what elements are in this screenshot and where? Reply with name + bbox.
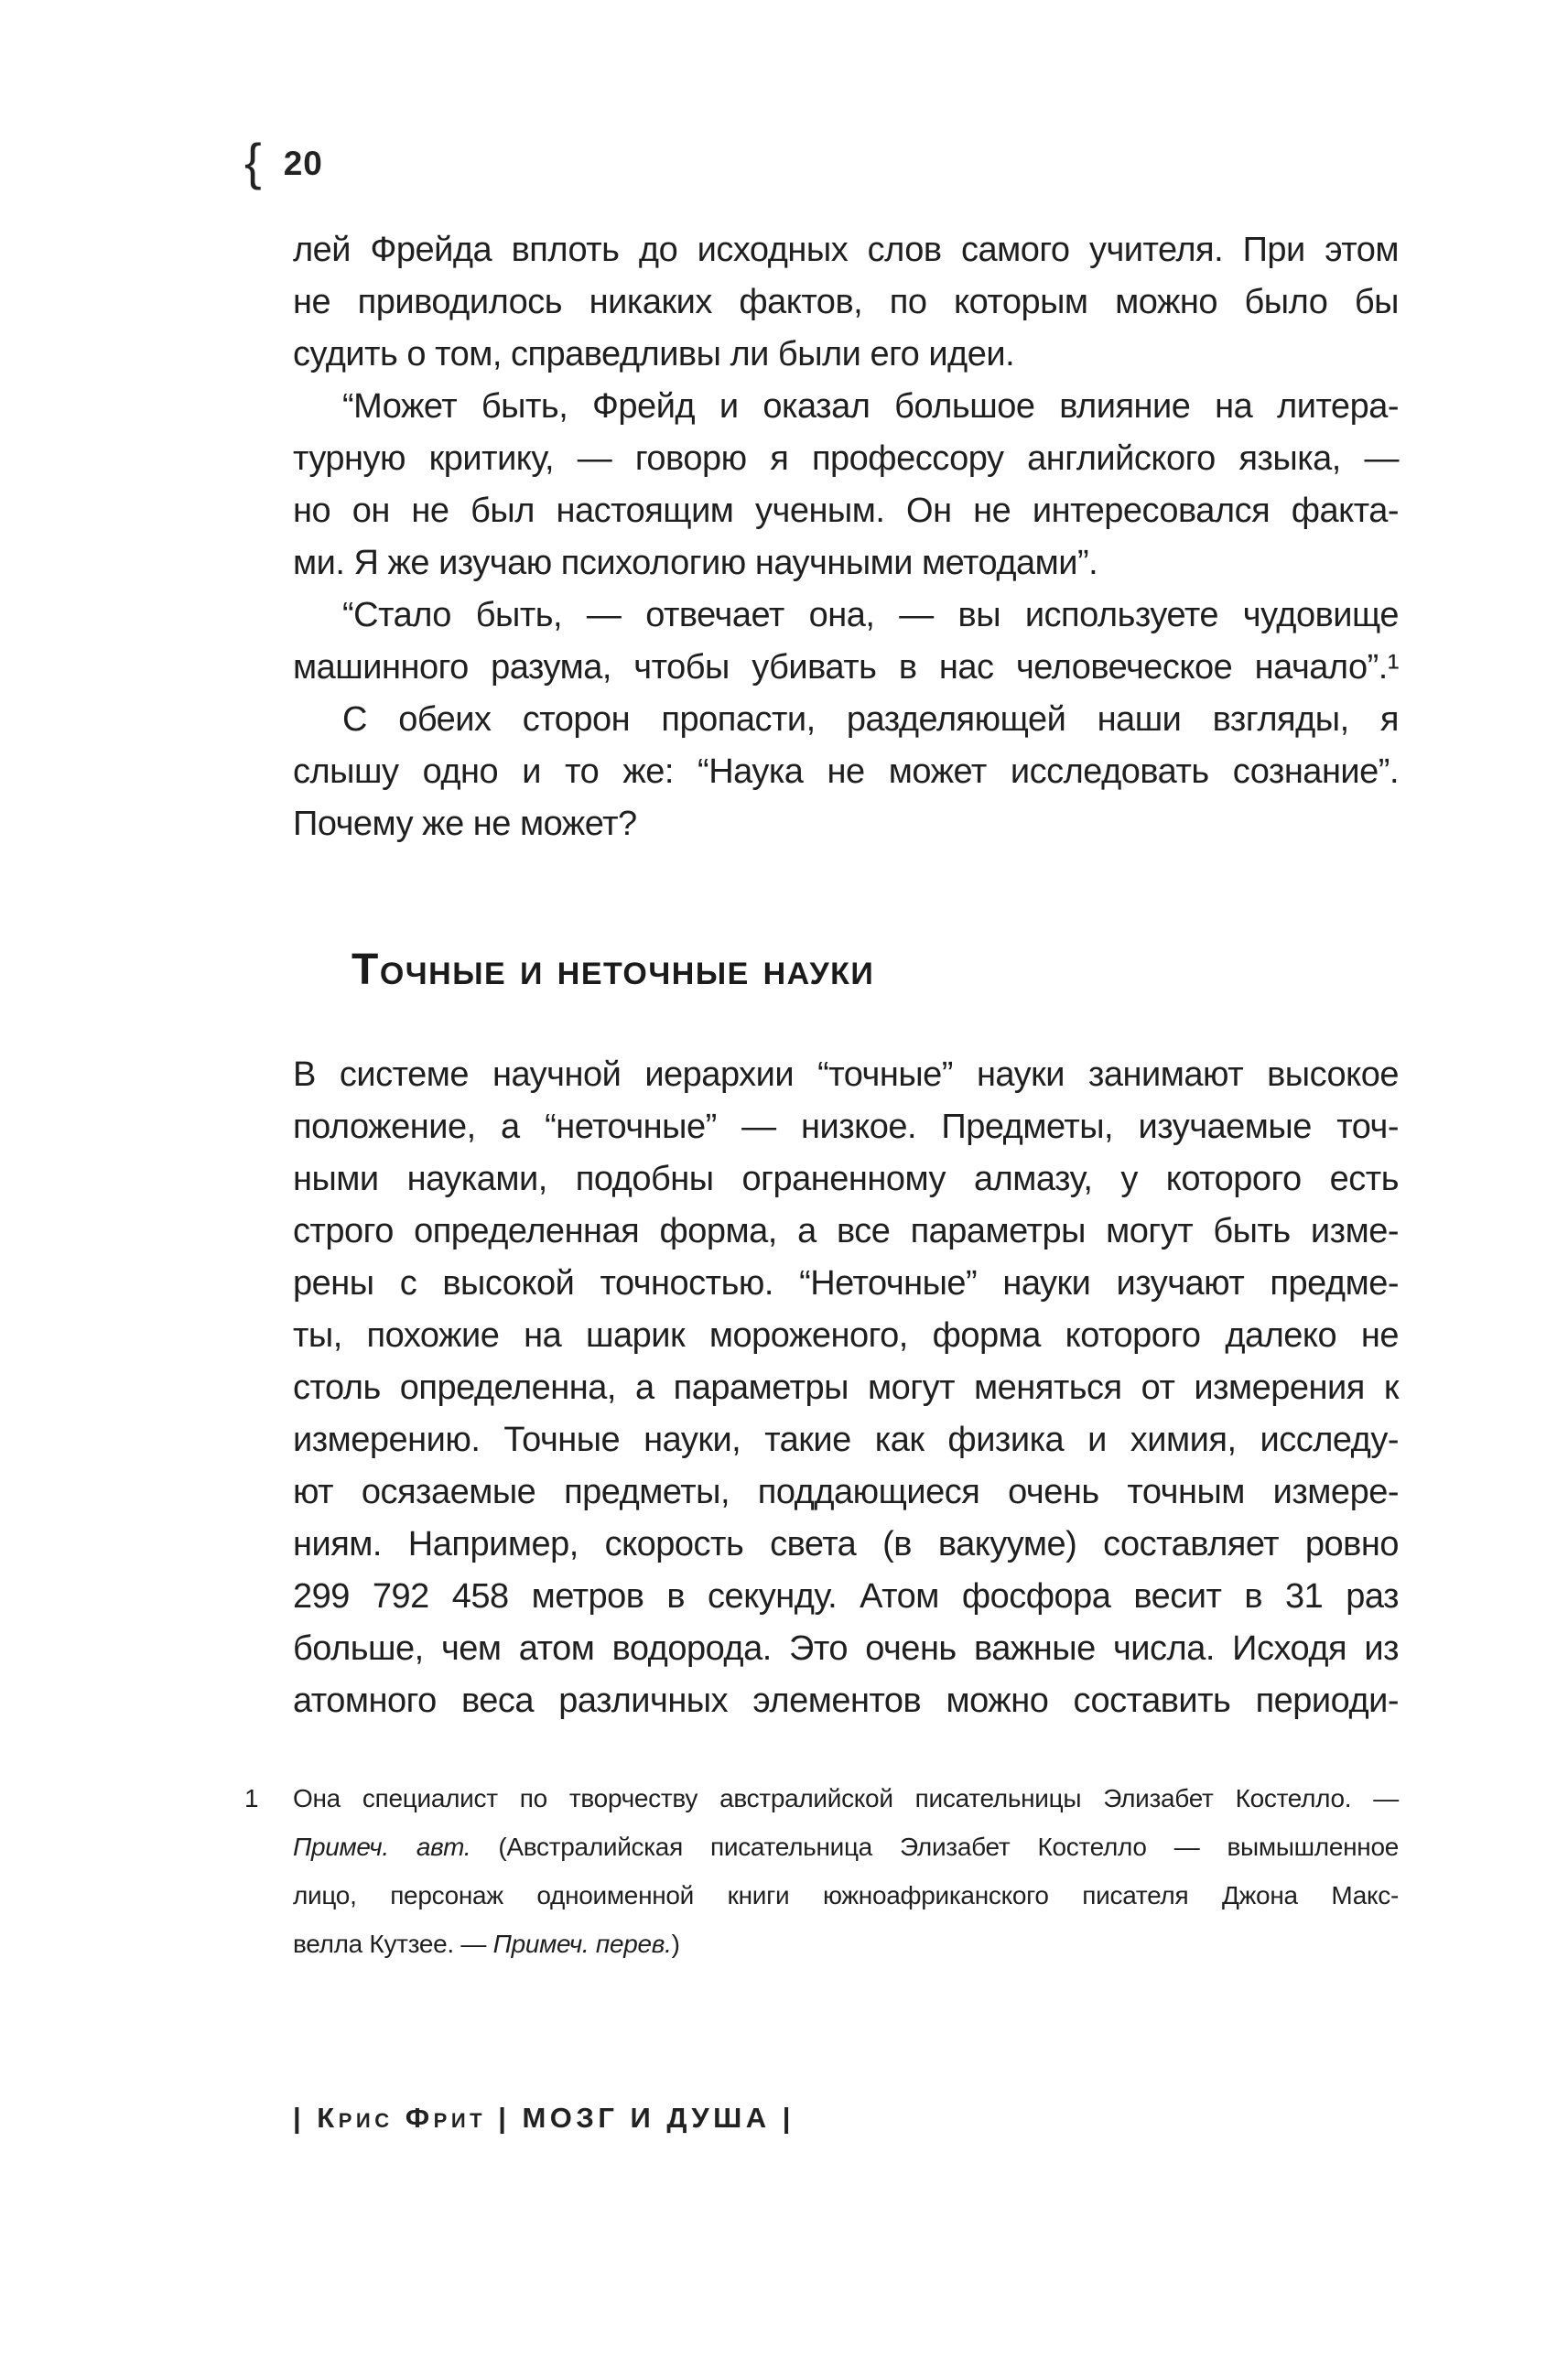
footnote-line: Она специалист по творчеству австралийской писательницы Элизабет Костелло. —	[293, 1784, 1399, 1812]
paragraph	[293, 694, 1399, 850]
text-line: “Стало быть, — отвечает она, — вы используете чудовище	[342, 596, 1399, 634]
text-line: В системе научной иерархии “точные” науки занимают высокое	[293, 1055, 1399, 1094]
footnote-line: лицо, персонаж одноименной книги южноафриканского писателя Джона Макс-	[293, 1881, 1399, 1909]
footnote	[244, 1774, 1399, 1968]
text-line: рены с высокой точностью. “Неточные” науки изучают предме-	[293, 1264, 1399, 1303]
text-line: ми. Я же изучаю психологию научными методами”.	[293, 544, 1098, 582]
text-line: больше, чем атом водорода. Это очень важные числа. Исходя из	[293, 1629, 1399, 1668]
text-line: положение, а “неточные” — низкое. Предметы, изучаемые точ-	[293, 1108, 1399, 1146]
footnote-marker: 1	[244, 1784, 259, 1812]
text-line: ными науками, подобны ограненному алмазу, у которого есть	[293, 1160, 1399, 1198]
text-line: ниям. Например, скорость света (в вакууме) составляет ровно	[293, 1525, 1399, 1563]
paragraph	[293, 590, 1399, 694]
page-header	[244, 133, 323, 190]
text-line: машинного разума, чтобы убивать в нас человеческое начало”.¹	[293, 648, 1399, 687]
text-line: столь определенна, а параметры могут меняться от измерения к	[293, 1368, 1399, 1407]
text-line: слышу одно и то же: “Наука не может исследовать сознание”.	[293, 752, 1399, 791]
paragraph	[293, 381, 1399, 590]
text-line: не приводилось никаких фактов, по которым можно было бы	[293, 283, 1399, 321]
section-heading: Точные и неточные науки	[351, 946, 875, 994]
text-line: С обеих сторон пропасти, разделяющей наши взгляды, я	[342, 700, 1399, 739]
text-line: но он не был настоящим ученым. Он не интересовался факта-	[293, 492, 1399, 530]
text-line: ты, похожие на шарик мороженого, форма которого далеко не	[293, 1316, 1399, 1355]
text-line: лей Фрейда вплоть до исходных слов самого учителя. При этом	[293, 231, 1399, 269]
text-line: атомного веса различных элементов можно составить периоди-	[293, 1682, 1399, 1720]
text-line: ют осязаемые предметы, поддающиеся очень точным измере-	[293, 1473, 1399, 1511]
page-number: 20	[283, 145, 323, 182]
text-line: 299 792 458 метров в секунду. Атом фосфора весит в 31 раз	[293, 1577, 1399, 1616]
text-line: “Может быть, Фрейд и оказал большое влияние на литера-	[342, 387, 1399, 426]
footnote-line: Примеч. авт. (Австралийская писательница Элизабет Костелло — вымышленное	[293, 1833, 1399, 1861]
text-line: строго определенная форма, а все параметры могут быть изме-	[293, 1212, 1399, 1250]
text-line: судить о том, справедливы ли были его идеи.	[293, 335, 1015, 373]
running-footer: | Крис Фрит | МОЗГ И ДУША |	[293, 2102, 795, 2134]
text-line: измерению. Точные науки, такие как физика и химия, исследу-	[293, 1421, 1399, 1459]
brace-ornament: {	[244, 133, 262, 190]
text-line: Почему же не может?	[293, 805, 637, 843]
paragraph	[293, 224, 1399, 381]
footnote-line: велла Кутзее. — Примеч. перев.)	[293, 1930, 680, 1958]
text-line: турную критику, — говорю я профессору английского языка, —	[293, 439, 1399, 478]
paragraph	[293, 1049, 1399, 1727]
